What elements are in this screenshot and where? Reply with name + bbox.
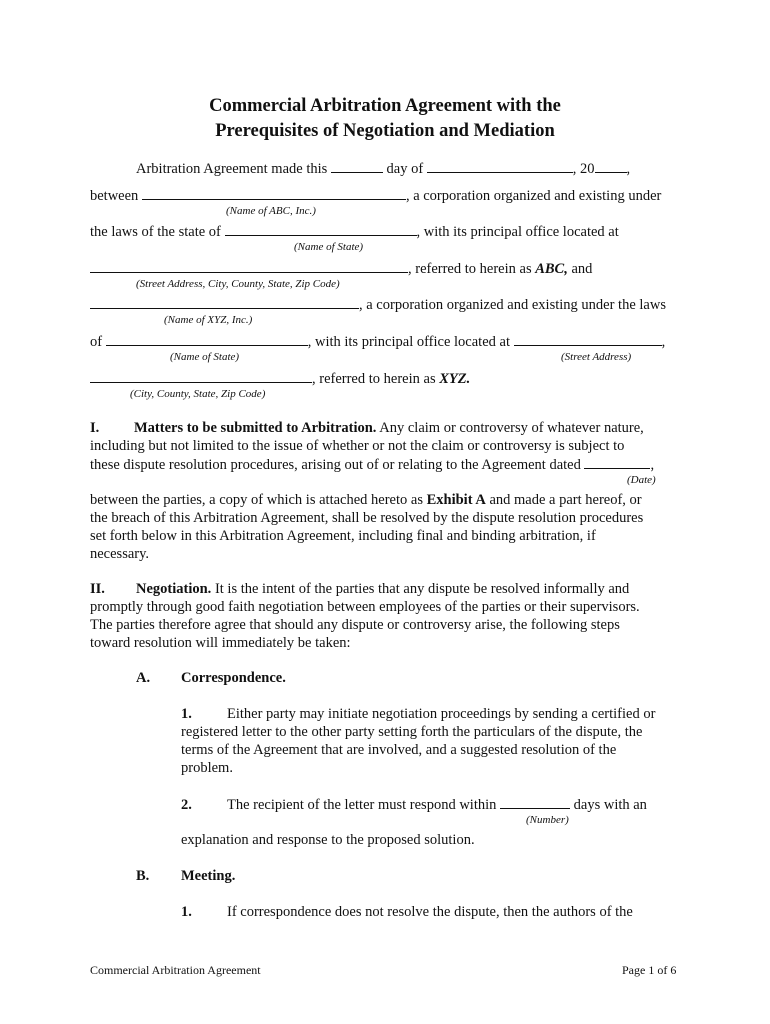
subsection-b-heading: Meeting. — [181, 868, 236, 884]
and-text: and — [571, 261, 593, 277]
year-prefix-text: , 20 — [572, 161, 595, 177]
comma-2-text: , — [661, 334, 666, 350]
hint-xyz-street: (Street Address) — [561, 351, 632, 363]
year-blank[interactable] — [595, 159, 627, 173]
exhibit-a-term: Exhibit A — [426, 492, 486, 508]
section-1-line-1 — [90, 419, 644, 437]
section-2-text-1: It is the intent of the parties that any dispute be resolved informally and — [214, 581, 630, 597]
footer-document-name: Commercial Arbitration Agreement — [90, 963, 261, 977]
hint-xyz-name: (Name of XYZ, Inc.) — [164, 314, 253, 326]
item-a1-text-1: Either party may initiate negotiation proceedings by sending a certified or — [227, 706, 656, 722]
section-2-line-4: toward resolution will immediately be taken: — [90, 635, 351, 651]
section-1-text-1: Any claim or controversy of whatever nature, — [379, 420, 644, 436]
item-a2-number: 2. — [181, 797, 192, 813]
intro-line-4 — [90, 259, 592, 278]
hint-abc-address: (Street Address, City, County, State, Zip Code) — [136, 278, 340, 290]
hint-xyz-city: (City, County, State, Zip Code) — [130, 388, 266, 400]
intro-line-1 — [136, 159, 630, 178]
hint-xyz-state: (Name of State) — [170, 351, 240, 363]
comma-text: , — [626, 161, 631, 177]
section-1-line-7: necessary. — [90, 546, 150, 562]
item-b1-line-1 — [181, 903, 633, 921]
item-b1-text: If correspondence does not resolve the dispute, then the authors of the — [227, 904, 633, 920]
xyz-term: XYZ. — [439, 371, 471, 387]
xyz-city-blank[interactable] — [90, 369, 312, 383]
section-2-line-2: promptly through good faith negotiation between employees of the parties or their supervisors. — [90, 599, 640, 615]
hint-abc-name: (Name of ABC, Inc.) — [226, 205, 316, 217]
section-2-line-1 — [90, 580, 629, 598]
laws-state-text: the laws of the state of — [90, 224, 221, 240]
day-number-blank[interactable] — [331, 159, 383, 173]
referred-abc-text: , referred to herein as — [408, 261, 532, 277]
section-2-number: II. — [90, 581, 105, 597]
item-a2-text-end: days with an — [573, 797, 647, 813]
abc-address-blank[interactable] — [90, 259, 408, 273]
abc-term: ABC, — [535, 261, 568, 277]
item-a1-line-2: registered letter to the other party setting forth the particulars of the dispute, the — [181, 724, 643, 740]
section-2-line-3: The parties therefore agree that should any dispute or controversy arise, the following steps — [90, 617, 620, 633]
intro-line-2 — [90, 186, 661, 205]
item-a2-line-1 — [181, 795, 647, 814]
xyz-street-blank[interactable] — [514, 332, 662, 346]
corp-under-text: , a corporation organized and existing under — [405, 188, 662, 204]
item-a1-line-3: terms of the Agreement that are involved, and a suggested resolution of the — [181, 742, 617, 758]
section-1-number: I. — [90, 420, 100, 436]
subsection-a-letter: A. — [136, 670, 151, 686]
hint-number: (Number) — [526, 814, 569, 826]
section-1-line-4 — [90, 491, 642, 509]
section-1-line-2: including but not limited to the issue of whether or not the claim or controversy is subject to — [90, 438, 625, 454]
xyz-name-blank[interactable] — [90, 295, 359, 309]
hint-abc-state: (Name of State) — [294, 241, 364, 253]
subsection-b-heading-row — [136, 867, 235, 885]
day-of-text: day of — [386, 161, 424, 177]
of-text: of — [90, 334, 103, 350]
item-a2-line-2: explanation and response to the proposed solution. — [181, 832, 475, 848]
section-1-text-4: between the parties, a copy of which is attached hereto as — [90, 492, 423, 508]
section-1-text-4-end: and made a part hereof, or — [489, 492, 642, 508]
between-text: between — [90, 188, 139, 204]
item-a1-line-4: problem. — [181, 760, 233, 776]
section-1-line-5: the breach of this Arbitration Agreement, shall be resolved by the dispute resolution procedures — [90, 510, 644, 526]
section-1-line-6: set forth below in this Arbitration Agreement, including final and binding arbitration, if — [90, 528, 596, 544]
document-title-line-2: Prerequisites of Negotiation and Mediation — [215, 121, 555, 141]
principal-office-2-text: , with its principal office located at — [307, 334, 510, 350]
month-blank[interactable] — [427, 159, 573, 173]
corp-laws-text: , a corporation organized and existing under the laws — [359, 297, 666, 313]
response-days-blank[interactable] — [500, 795, 570, 809]
abc-state-blank[interactable] — [225, 222, 417, 236]
intro-line-5 — [90, 295, 666, 314]
section-1-line-3 — [90, 455, 654, 474]
referred-xyz-text: , referred to herein as — [312, 371, 436, 387]
made-this-text: Arbitration Agreement made this — [136, 161, 328, 177]
intro-line-3 — [90, 222, 619, 241]
xyz-state-blank[interactable] — [106, 332, 308, 346]
item-a2-text: The recipient of the letter must respond within — [227, 797, 497, 813]
item-b1-number: 1. — [181, 904, 192, 920]
section-1-text-3: these dispute resolution procedures, arising out of or relating to the Agreement dated — [90, 457, 581, 473]
abc-name-blank[interactable] — [142, 186, 406, 200]
intro-line-6 — [90, 332, 665, 351]
footer-page-number: Page 1 of 6 — [622, 963, 677, 977]
item-a1-line-1 — [181, 705, 655, 723]
document-title-line-1: Commercial Arbitration Agreement with the — [209, 96, 561, 116]
section-2-heading: Negotiation. — [136, 581, 212, 597]
section-1-heading: Matters to be submitted to Arbitration. — [134, 420, 377, 436]
agreement-date-blank[interactable] — [584, 455, 650, 469]
intro-line-7 — [90, 369, 470, 388]
subsection-a-heading: Correspondence. — [181, 670, 286, 686]
hint-date: (Date) — [627, 474, 656, 486]
subsection-b-letter: B. — [136, 868, 150, 884]
subsection-a-heading-row — [136, 669, 286, 687]
item-a1-number: 1. — [181, 706, 192, 722]
section-1-comma: , — [650, 457, 655, 473]
principal-office-text: , with its principal office located at — [416, 224, 619, 240]
